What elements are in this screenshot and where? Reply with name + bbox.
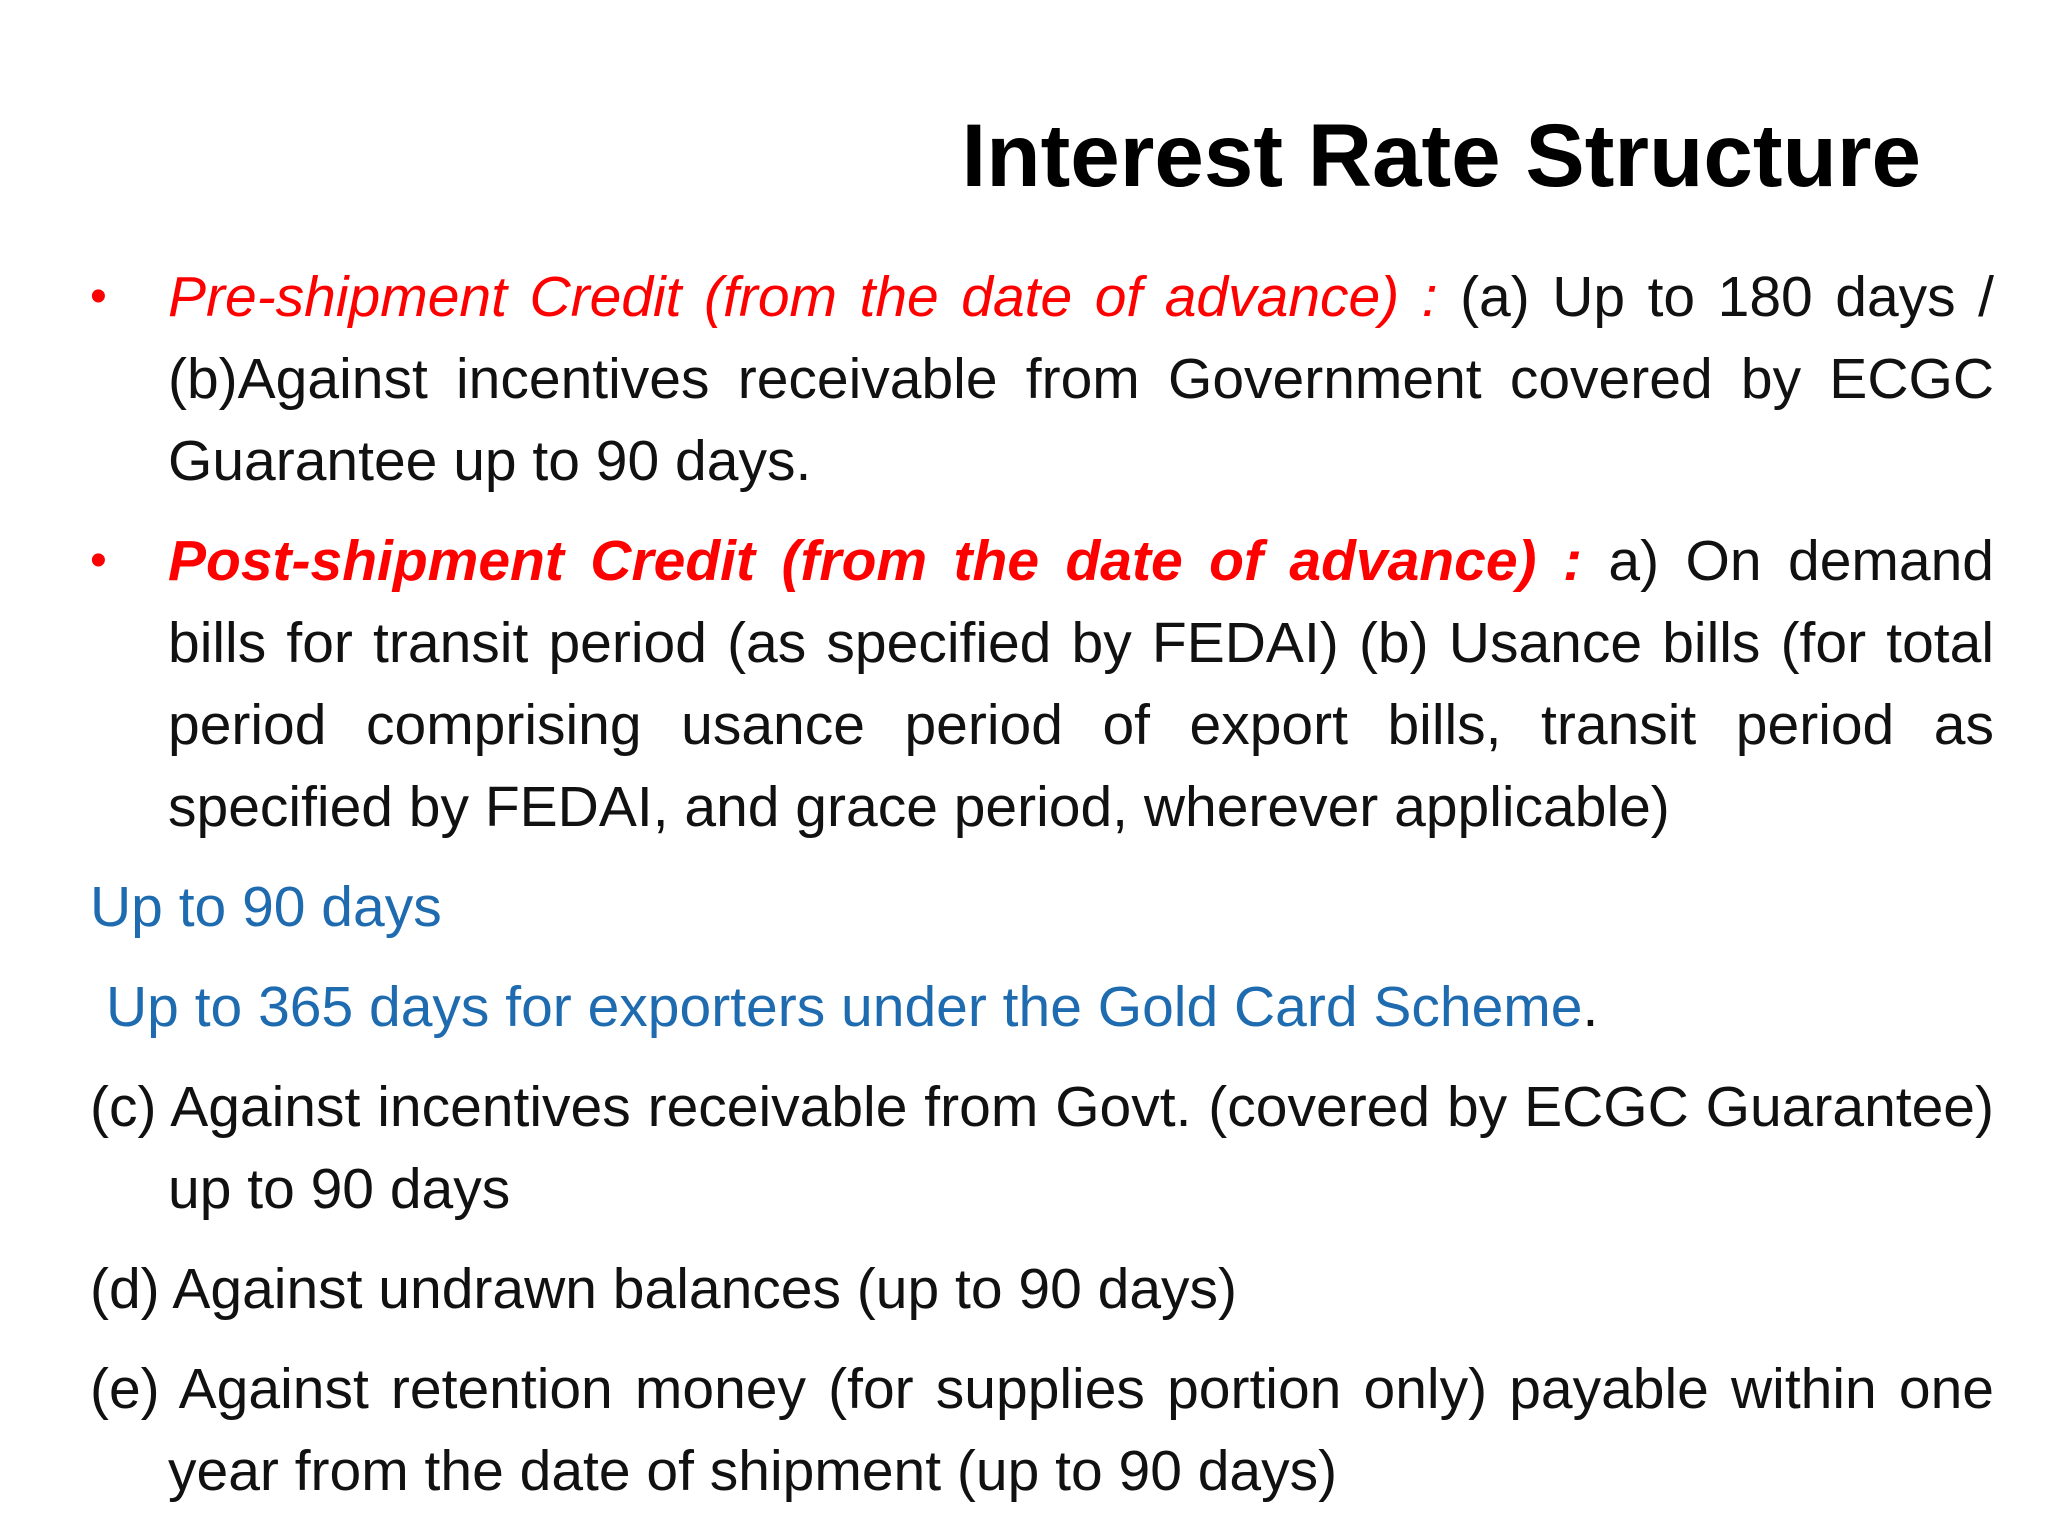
- bullet-dot-icon: •: [90, 534, 107, 587]
- gold-card-period: .: [1582, 975, 1599, 1039]
- blue-line-gold-card: [90, 966, 1994, 1048]
- item-e: (e) Against retention money (for supplies portion only) payable within one year from the date of shipment (up to 90 days): [90, 1357, 1994, 1503]
- bullet-post-shipment: [90, 520, 1994, 848]
- slide-body: [90, 256, 1994, 1530]
- item-d: (d) Against undrawn balances (up to 90 days): [90, 1257, 1238, 1321]
- bullet-text: a) On demand bills for transit period (as specified by FEDAI) (b) Usance bills (for total period comprising usance period of export bills, transit period as specified by FEDAI, and grace period, wherever applicable): [168, 529, 1995, 839]
- gold-card-text: Up to 365 days for exporters under the Gold Card Scheme: [106, 975, 1583, 1039]
- item-c: (c) Against incentives receivable from Govt. (covered by ECGC Guarantee) up to 90 days: [90, 1075, 1994, 1221]
- bullet-pre-shipment: [90, 256, 1994, 502]
- bullet-lead: Post-shipment Credit (from the date of advance) :: [168, 529, 1582, 593]
- blue-line-90-days: Up to 90 days: [90, 875, 442, 939]
- bullet-text: (a) Up to 180 days / (b)Against incentives receivable from Government covered by ECGC Guarantee up to 90 days.: [168, 265, 1994, 493]
- bullet-lead: Pre-shipment Credit (from the date of advance) :: [168, 265, 1438, 329]
- slide-title: Interest Rate Structure: [961, 105, 1921, 205]
- bullet-dot-icon: •: [90, 270, 107, 323]
